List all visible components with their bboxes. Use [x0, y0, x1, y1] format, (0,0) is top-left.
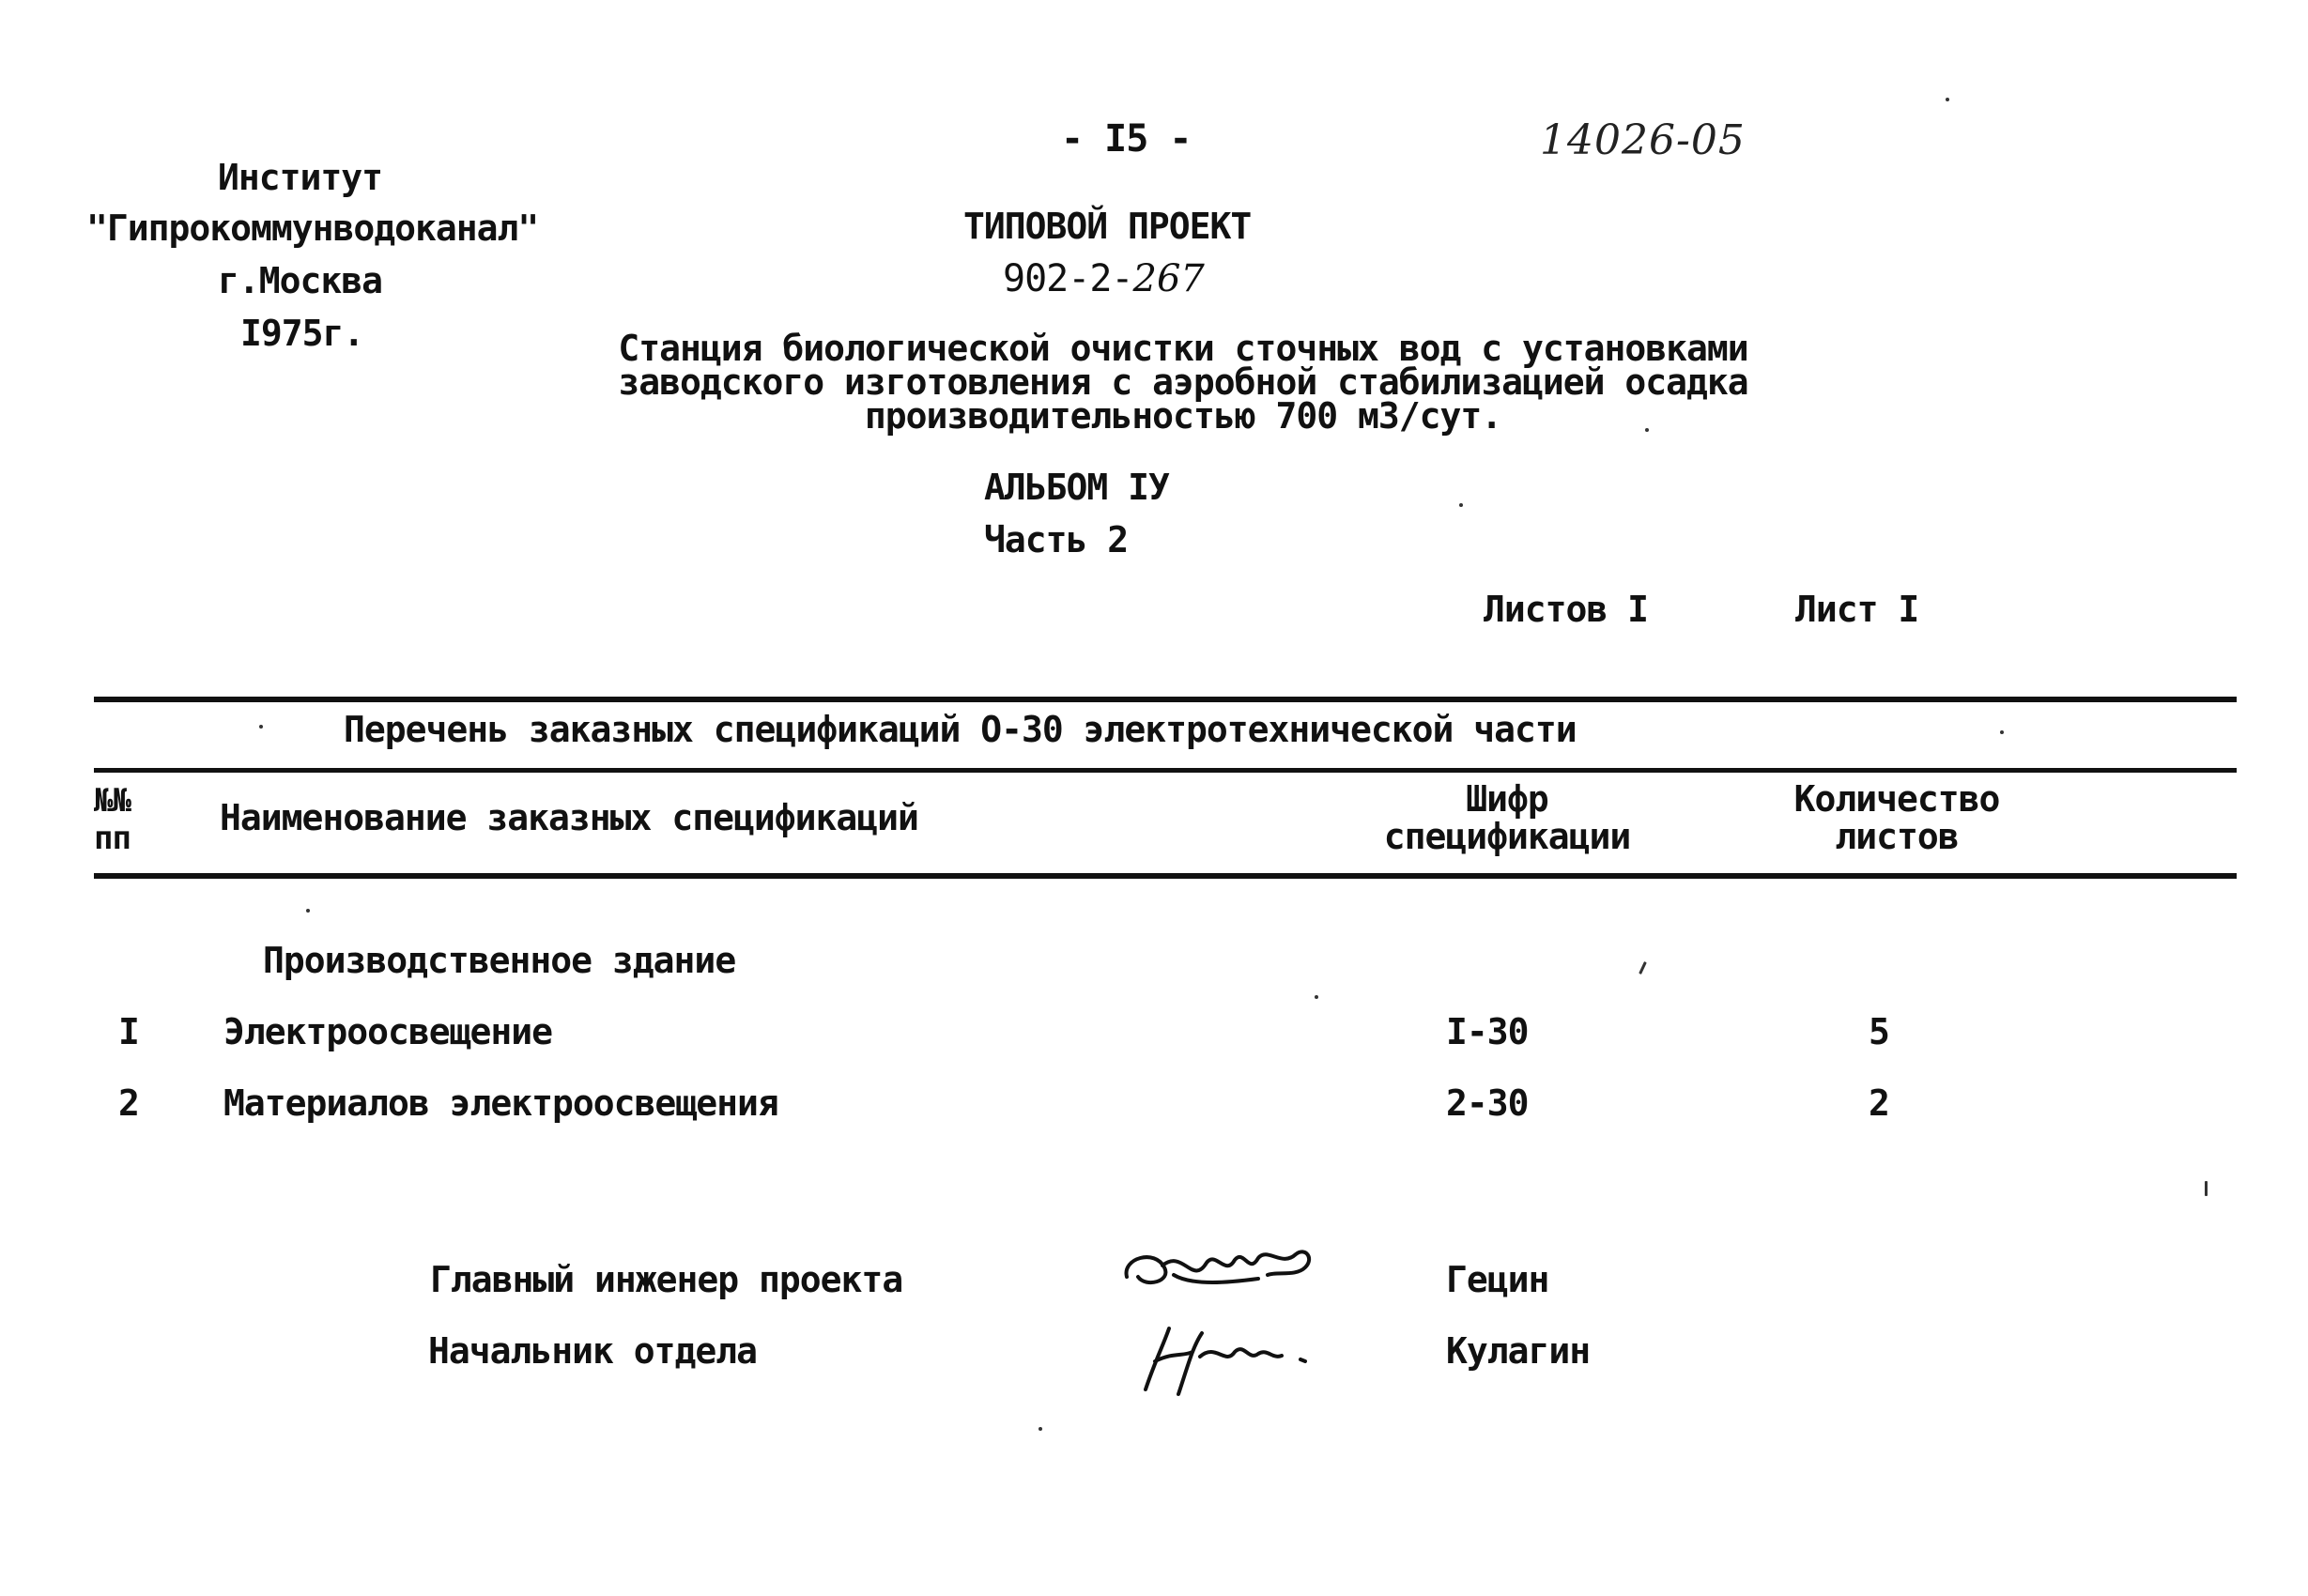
scan-speck — [259, 725, 263, 729]
project-number-handwritten: 267 — [1132, 257, 1205, 300]
col-num-line2: пп — [94, 820, 131, 857]
row-number: 2 — [118, 1082, 139, 1124]
row-qty: 5 — [1869, 1011, 1889, 1052]
col-num-line1: №№ — [94, 782, 131, 820]
scan-speck — [2205, 1181, 2208, 1196]
row-number: I — [118, 1011, 139, 1052]
scan-speck — [306, 909, 310, 913]
scan-speck — [1039, 1427, 1042, 1431]
row-name: Электроосвещение — [223, 1011, 553, 1052]
scan-speck — [1946, 98, 1949, 101]
scan-speck — [1315, 995, 1318, 999]
part-label: Часть 2 — [984, 519, 1129, 560]
signature-role: Главный инженер проекта — [430, 1259, 903, 1300]
signature-name: Кулагин — [1446, 1330, 1591, 1372]
col-qty-line1: Количество — [1793, 778, 2000, 820]
row-code: 2-30 — [1446, 1082, 1529, 1124]
org-name: "Гипрокоммунводоканал" — [86, 207, 539, 249]
project-number-printed: 902-2- — [1003, 257, 1133, 300]
project-title-line1: Станция биологической очистки сточных вод с установками — [618, 328, 1748, 369]
org-city: г.Москва — [218, 260, 383, 301]
col-name-header: Наименование заказных спецификаций — [220, 797, 918, 838]
table-section-title: Производственное здание — [263, 940, 736, 981]
scan-speck — [2000, 730, 2004, 734]
page-number: - I5 - — [1061, 117, 1192, 161]
table-caption-rule — [94, 768, 2237, 773]
scan-speck — [1459, 503, 1463, 507]
sheets-total: Листов I — [1484, 589, 1649, 630]
org-year: I975г. — [240, 313, 364, 354]
row-qty: 2 — [1869, 1082, 1889, 1124]
signature-name: Гецин — [1446, 1259, 1549, 1300]
signature-mark — [1117, 1230, 1333, 1305]
document-code: 14026-05 — [1540, 116, 1746, 164]
row-code: I-30 — [1446, 1011, 1529, 1052]
album-label: АЛЬБОМ IУ — [984, 467, 1169, 508]
table-top-rule — [94, 697, 2237, 702]
signature-mark — [1127, 1314, 1333, 1408]
project-title-line3: производительностью 700 м3/сут. — [864, 395, 1502, 437]
project-label: ТИПОВОЙ ПРОЕКТ — [963, 206, 1252, 247]
project-title-line2: заводского изготовления с аэробной стабилизацией осадка — [618, 361, 1748, 403]
org-label: Институт — [218, 157, 383, 198]
row-name: Материалов электроосвещения — [223, 1082, 778, 1124]
table-header-rule — [94, 873, 2237, 879]
col-code-line2: спецификации — [1383, 816, 1631, 857]
col-code-line1: Шифр — [1466, 778, 1548, 820]
col-qty-line2: листов — [1835, 816, 1959, 857]
sheet-current: Лист I — [1795, 589, 1919, 630]
signature-role: Начальник отдела — [428, 1330, 758, 1372]
project-number — [1003, 257, 1205, 300]
table-caption: Перечень заказных спецификаций О-30 электротехнической части — [344, 709, 1577, 750]
scan-speck — [1639, 961, 1647, 974]
scan-speck — [1645, 428, 1649, 432]
